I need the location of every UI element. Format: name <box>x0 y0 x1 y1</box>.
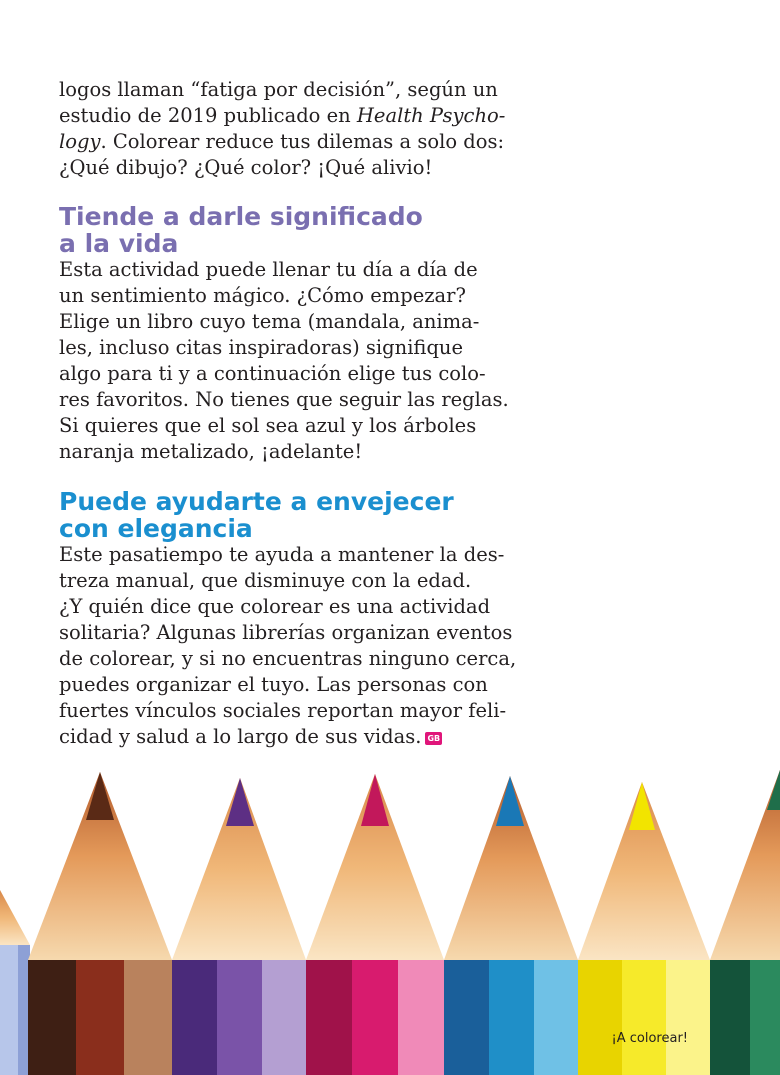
section-paragraph-aging <box>59 542 517 750</box>
journal-title-part: Health Psycho- <box>356 104 506 127</box>
pencil-pink <box>306 774 444 1075</box>
text-fragment: estudio de 2019 publicado en <box>59 104 357 127</box>
text-line <box>59 129 505 155</box>
section-heading-meaning <box>59 203 423 257</box>
heading-line: con elegancia <box>59 514 253 543</box>
colored-pencils-illustration <box>0 760 780 1075</box>
text-line: Esta actividad puede llenar tu día a día de <box>59 258 478 281</box>
text-line: ¿Qué dibujo? ¿Qué color? ¡Qué alivio! <box>59 156 433 179</box>
text-line: les, incluso citas inspiradoras) signifique <box>59 336 464 359</box>
text-line <box>59 103 506 129</box>
text-line: Este pasatiempo te ayuda a mantener la des- <box>59 543 505 566</box>
text-line: solitaria? Algunas librerías organizan eventos <box>59 621 513 644</box>
pencil-brown <box>28 772 172 1075</box>
section-heading-aging <box>59 488 454 542</box>
text-line: puedes organizar el tuyo. Las personas con <box>59 673 488 696</box>
section-paragraph-meaning <box>59 257 509 465</box>
text-line: Elige un libro cuyo tema (mandala, anima- <box>59 310 480 333</box>
text-line: algo para ti y a continuación elige tus colo- <box>59 362 486 385</box>
text-line <box>59 724 499 750</box>
end-of-article-badge: GB <box>427 734 441 743</box>
text-fragment: cidad y salud a lo largo de sus vidas. <box>59 725 422 748</box>
text-line: treza manual, que disminuye con la edad. <box>59 569 472 592</box>
photo-caption: ¡A colorear! <box>611 1031 688 1046</box>
text-fragment: . Colorear reduce tus dilemas a solo dos: <box>100 130 505 153</box>
text-line: logos llaman “fatiga por decisión”, según un <box>59 78 498 101</box>
intro-paragraph <box>59 77 506 181</box>
text-line: Si quieres que el sol sea azul y los árboles <box>59 414 477 437</box>
heading-line: a la vida <box>59 229 179 258</box>
text-line: fuertes vínculos sociales reportan mayor feli- <box>59 699 507 722</box>
heading-line: Puede ayudarte a envejecer <box>59 487 454 516</box>
text-line: un sentimiento mágico. ¿Cómo empezar? <box>59 284 466 307</box>
text-line: de colorear, y si no encuentras ninguno cerca, <box>59 647 517 670</box>
pencil-purple <box>172 778 306 1075</box>
text-line: naranja metalizado, ¡adelante! <box>59 440 363 463</box>
text-line: res favoritos. No tienes que seguir las reglas. <box>59 388 509 411</box>
journal-title-part: logy <box>59 130 101 153</box>
pencil-light-blue-edge <box>0 890 30 1075</box>
pencil-blue <box>444 776 578 1075</box>
heading-line: Tiende a darle significado <box>59 202 423 231</box>
text-line: ¿Y quién dice que colorear es una actividad <box>59 595 491 618</box>
pencil-green-edge <box>710 770 780 1075</box>
